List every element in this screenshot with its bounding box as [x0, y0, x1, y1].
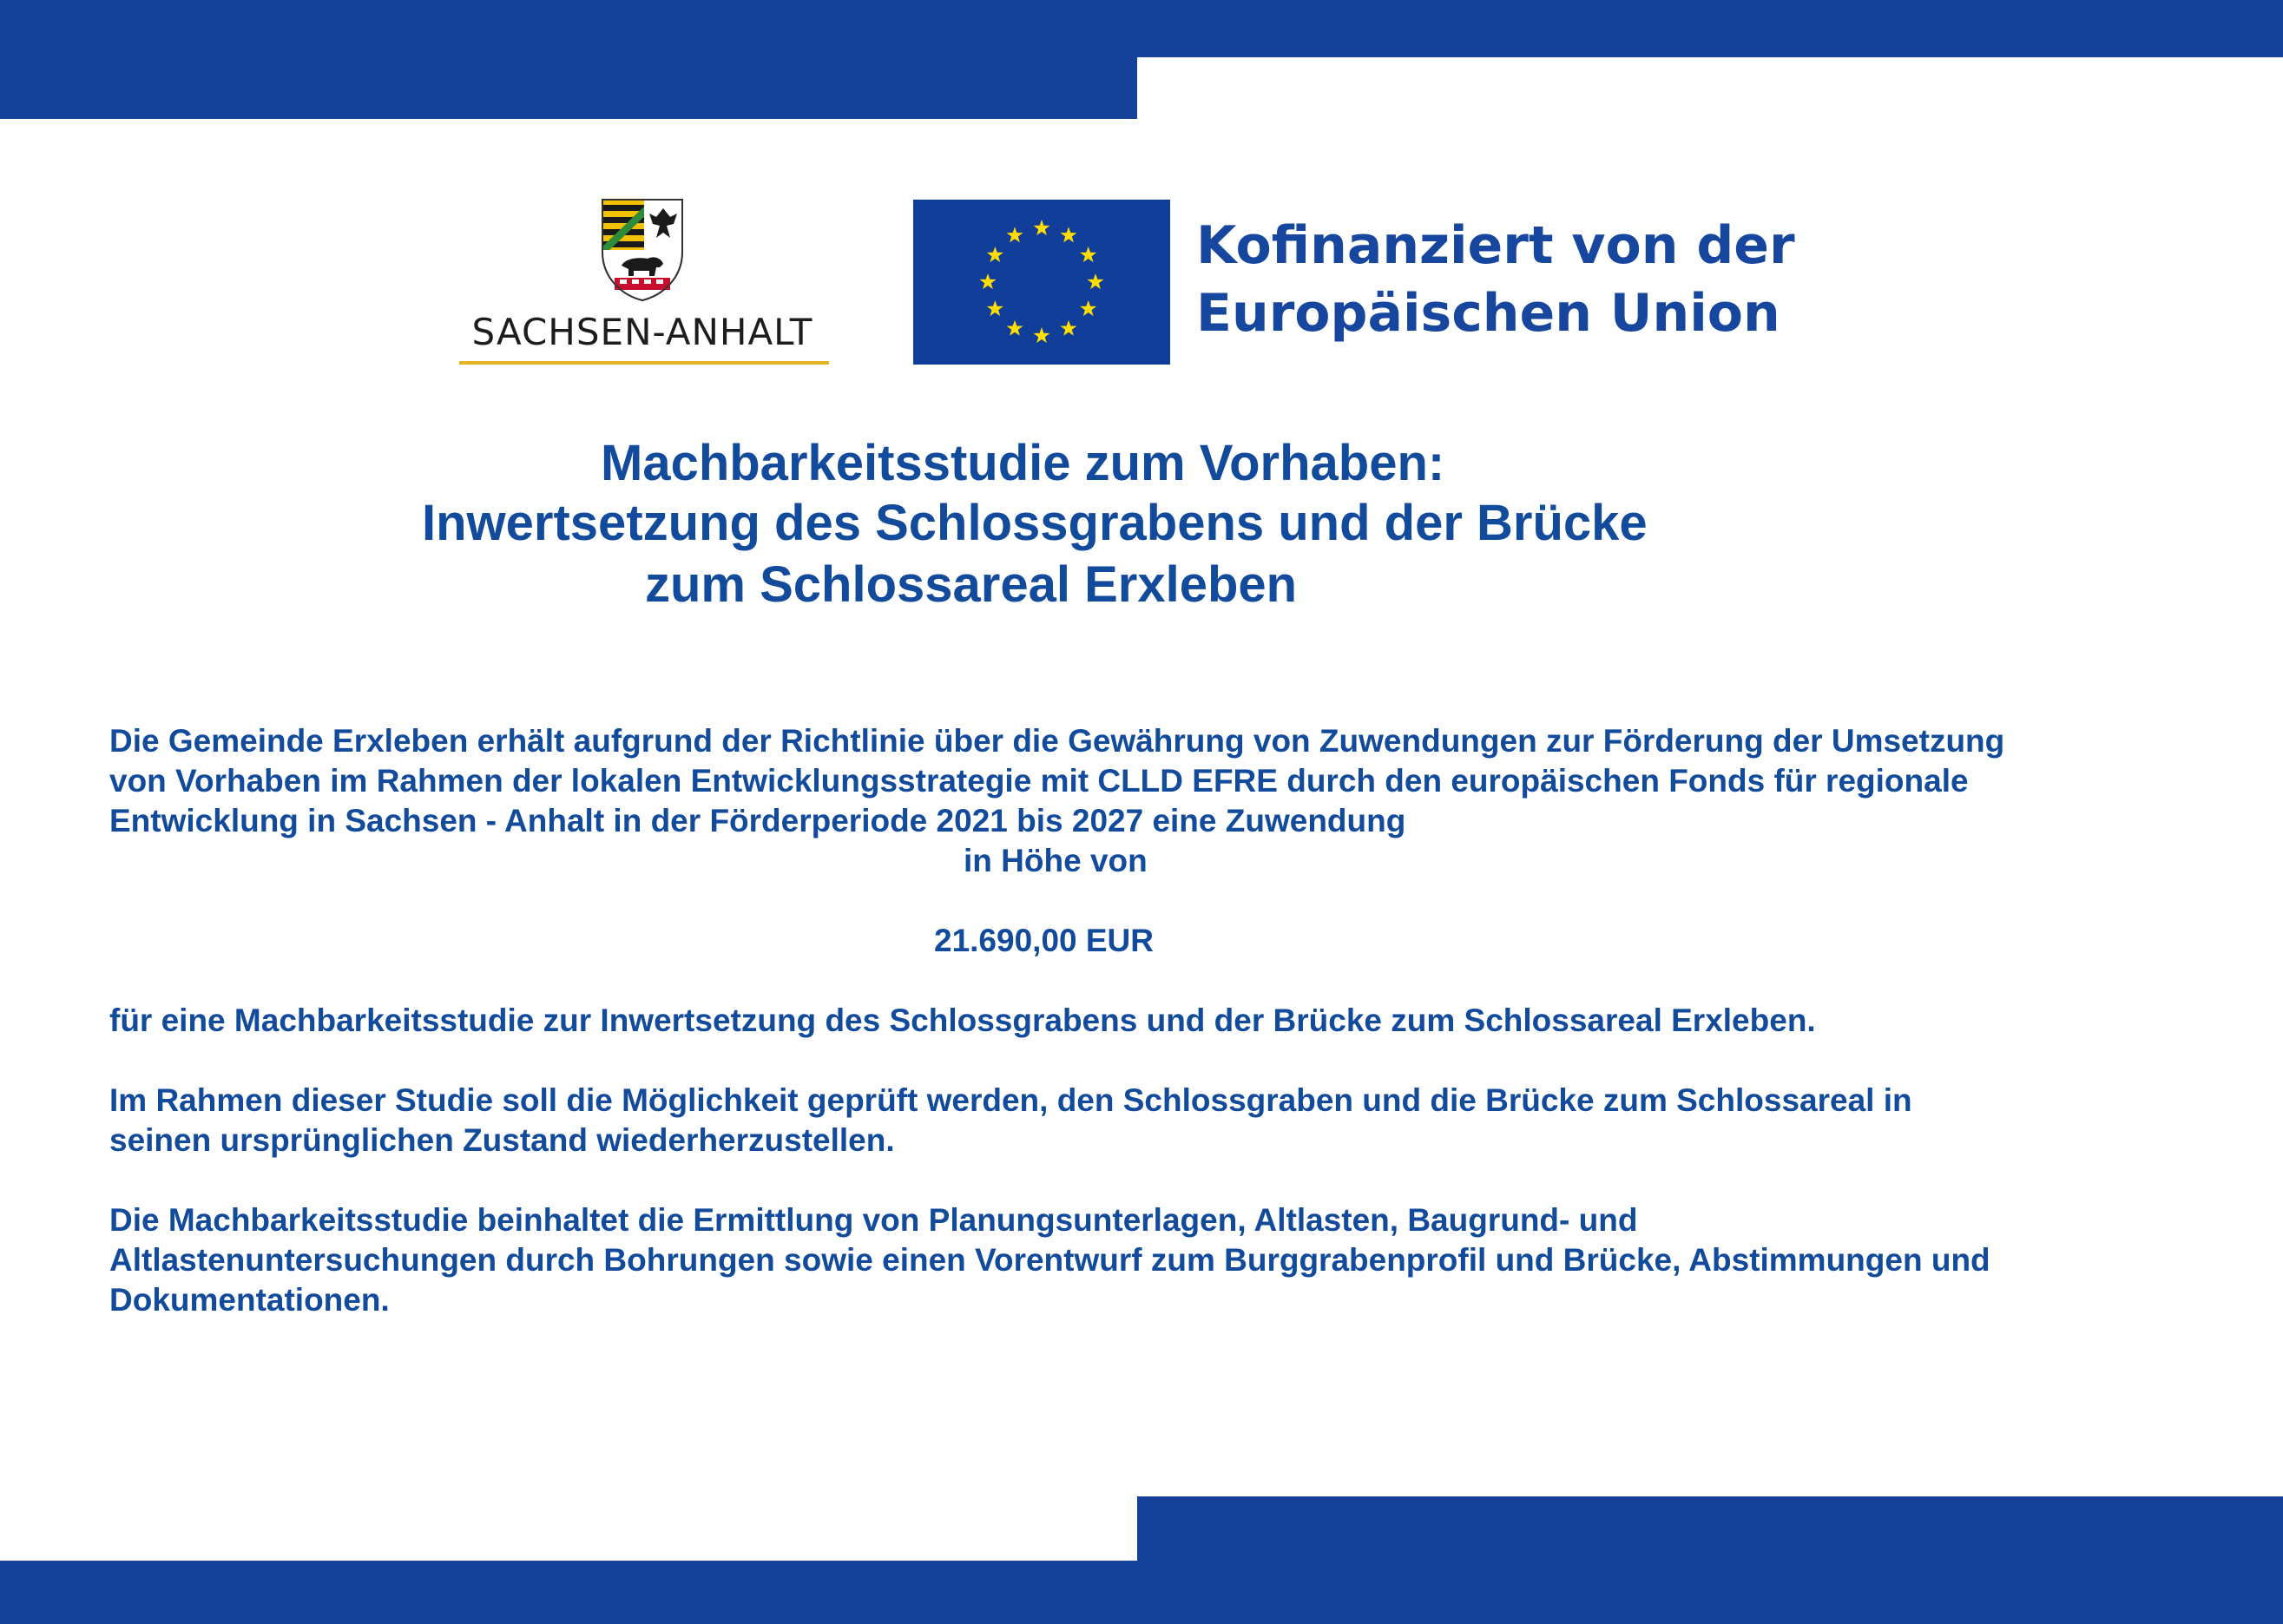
eu-star-icon — [1033, 327, 1049, 343]
eu-cofunding-label — [1196, 212, 1795, 347]
eu-star-icon — [987, 247, 1003, 262]
eu-star-icon — [1080, 247, 1096, 262]
title-line-3: zum Schlossareal Erxleben — [645, 556, 1298, 613]
eu-star-icon — [1006, 320, 1023, 336]
eu-star-icon — [987, 300, 1003, 316]
body-paragraph-3-line-2: seinen ursprünglichen Zustand wiederherzustellen. — [109, 1122, 895, 1158]
eu-flag-icon — [913, 200, 1170, 365]
title-line-2: Inwertsetzung des Schlossgrabens und der Brücke — [422, 495, 1648, 551]
body-paragraph-1-line-1: Die Gemeinde Erxleben erhält aufgrund der Richtlinie über die Gewährung von Zuwendungen zur Förderung der Umsetzung — [109, 723, 2005, 759]
eu-star-icon — [1060, 320, 1076, 336]
eu-star-icon — [1087, 273, 1103, 289]
eu-star-icon — [1006, 227, 1023, 242]
sachsen-anhalt-underline — [459, 361, 829, 365]
sachsen-anhalt-crest-icon — [599, 198, 686, 302]
eu-cofunding-line-1: Kofinanziert von der — [1196, 215, 1795, 276]
eu-star-icon — [1080, 300, 1096, 316]
eu-star-icon — [1060, 227, 1076, 242]
body-paragraph-1-line-3: Entwicklung in Sachsen - Anhalt in der Förderperiode 2021 bis 2027 eine Zuwendung — [109, 803, 1406, 838]
body-paragraph-3-line-1: Im Rahmen dieser Studie soll die Möglichkeit geprüft werden, den Schlossgraben und die Brücke zum Schlossareal in — [109, 1082, 1912, 1118]
eu-star-icon — [1033, 220, 1049, 235]
eu-cofunding-line-2: Europäischen Union — [1196, 283, 1780, 344]
body-paragraph-1-line-4: in Höhe von — [964, 843, 1148, 878]
body-paragraph-1-line-2: von Vorhaben im Rahmen der lokalen Entwicklungsstrategie mit CLLD EFRE durch den europäischen Fonds für regionale — [109, 763, 1969, 799]
eu-stars-icon — [913, 200, 1170, 365]
title-line-1: Machbarkeitsstudie zum Vorhaben: — [601, 435, 1445, 491]
sachsen-anhalt-logo — [456, 198, 829, 368]
body-paragraph-2: für eine Machbarkeitsstudie zur Inwertsetzung des Schlossgrabens und der Brücke zum Schlossareal Erxleben. — [109, 1003, 1816, 1038]
body-paragraph-4-line-3: Dokumentationen. — [109, 1282, 390, 1318]
bottom-banner-bar — [0, 1561, 2283, 1624]
body-paragraph-4-line-1: Die Machbarkeitsstudie beinhaltet die Ermittlung von Planungsunterlagen, Altlasten, Baugrund- und — [109, 1202, 1638, 1238]
sachsen-anhalt-wordmark: SACHSEN-ANHALT — [471, 311, 813, 353]
funding-amount: 21.690,00 EUR — [934, 923, 1155, 958]
body-paragraph-4-line-2: Altlastenuntersuchungen durch Bohrungen sowie einen Vorentwurf zum Burggrabenprofil und Brücke, Abstimmungen und — [109, 1242, 1990, 1278]
eu-star-icon — [979, 273, 996, 289]
top-left-banner-bar — [0, 0, 1137, 119]
